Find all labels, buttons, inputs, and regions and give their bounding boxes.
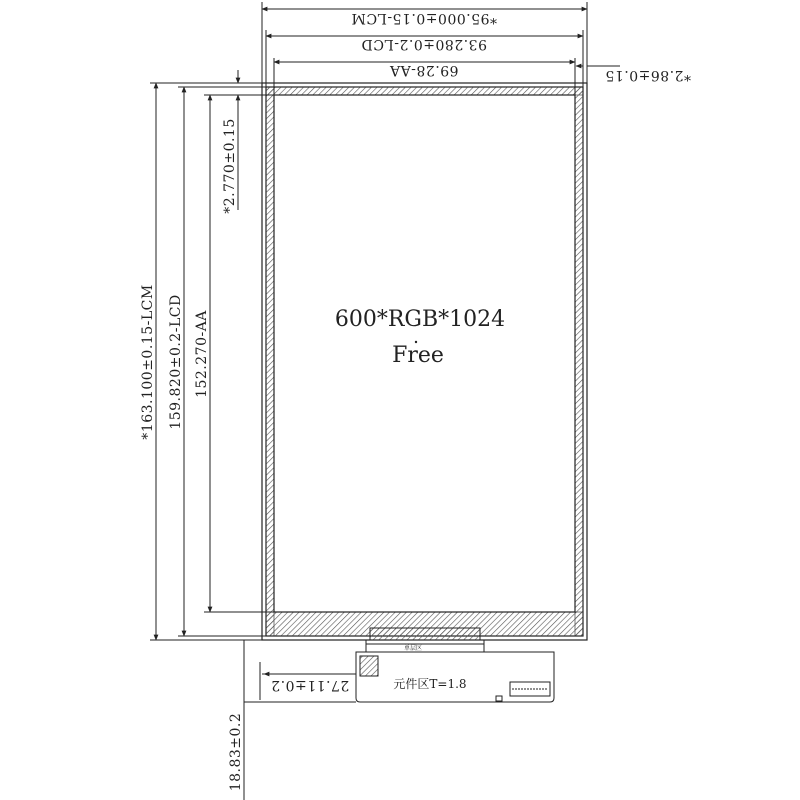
lcd-height-label: 159.820±0.2-LCD <box>168 294 184 430</box>
fpc-length-label: 18.83±0.2 <box>228 712 244 792</box>
fpc-offset-label: 27.11±0.2 <box>270 677 350 693</box>
panel-note-label: Free <box>392 343 444 368</box>
fpc-neck <box>370 628 480 640</box>
fpc-single-layer-label: 单层区 <box>403 645 423 652</box>
lcm-height-label: *163.100±0.15-LCM <box>140 284 156 440</box>
fpc-component-area-label: 元件区T=1.8 <box>393 677 467 691</box>
fpc-connector-strip <box>366 640 484 652</box>
center-dot <box>415 341 417 343</box>
aa-width-label: 69.28-AA <box>389 62 459 78</box>
panel-resolution-label: 600*RGB*1024 <box>334 307 506 332</box>
lcd-width-label: 93.280±0.2-LCD <box>361 36 487 52</box>
right-offset-label: *2.86±0.15 <box>604 67 692 83</box>
fpc-component-left <box>360 656 378 676</box>
lcm-width-label: *95.000±0.15-LCM <box>351 10 497 26</box>
aa-height-label: 152.270-AA <box>194 310 210 398</box>
fpc-pad <box>496 696 502 701</box>
top-offset-label: *2.770±0.15 <box>222 118 238 214</box>
